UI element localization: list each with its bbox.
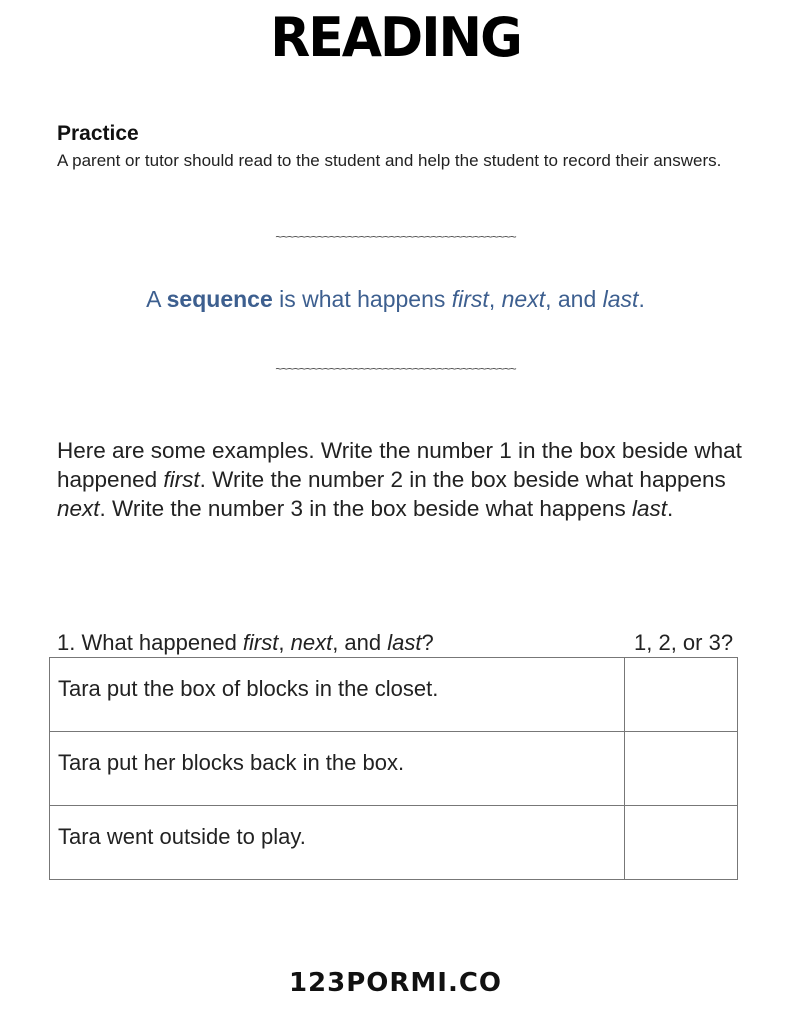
instructions-next: next xyxy=(57,496,100,521)
event-text: Tara put her blocks back in the box. xyxy=(50,732,625,806)
question-first: first xyxy=(242,630,279,655)
table-row xyxy=(50,732,738,806)
definition-end: . xyxy=(638,286,645,312)
exercise-instructions xyxy=(57,436,747,523)
instructions-last: last xyxy=(631,496,667,521)
question-and: , and xyxy=(332,630,388,655)
definition-term: sequence xyxy=(166,286,273,312)
instructions-part2: . Write the number 2 in the box beside what happens xyxy=(199,467,726,492)
separator-top: ~~~~~~~~~~~~~~~~~~~~~~~~~~~~~~~~~~~~~~~~ xyxy=(275,230,516,244)
definition-comma: , xyxy=(488,286,502,312)
definition-mid: is what happens xyxy=(272,286,452,312)
page-title: READING xyxy=(270,6,521,70)
instructions-part4: . xyxy=(666,496,674,521)
definition-first: first xyxy=(451,286,489,312)
sequence-definition xyxy=(0,286,791,313)
table-row xyxy=(50,806,738,880)
definition-next: next xyxy=(501,286,546,312)
separator-bottom: ~~~~~~~~~~~~~~~~~~~~~~~~~~~~~~~~~~~~~~~~ xyxy=(275,362,516,376)
event-text: Tara went outside to play. xyxy=(50,806,625,880)
question-prefix: 1. What happened xyxy=(57,630,243,655)
question-comma: , xyxy=(278,630,291,655)
practice-heading: Practice xyxy=(57,122,139,145)
question-1 xyxy=(57,630,434,656)
event-text: Tara put the box of blocks in the closet. xyxy=(50,658,625,732)
practice-instructions: A parent or tutor should read to the student and help the student to record their answers. xyxy=(57,151,722,170)
answer-box[interactable] xyxy=(625,732,738,806)
question-next: next xyxy=(290,630,333,655)
definition-last: last xyxy=(602,286,639,312)
instructions-part1: Here are some examples. Write the number 1 in the box beside what happened xyxy=(57,438,742,492)
footer-logo: 123PORMI.CO xyxy=(288,968,503,998)
question-last: last xyxy=(387,630,422,655)
answer-box[interactable] xyxy=(625,806,738,880)
question-end: ? xyxy=(421,630,434,655)
answer-box[interactable] xyxy=(625,658,738,732)
sequence-table xyxy=(49,657,738,880)
instructions-first: first xyxy=(163,467,200,492)
instructions-part3: . Write the number 3 in the box beside what happens xyxy=(99,496,632,521)
table-row xyxy=(50,658,738,732)
definition-a: A xyxy=(146,286,167,312)
answer-column-header: 1, 2, or 3? xyxy=(634,630,734,655)
definition-and: , and xyxy=(545,286,603,312)
